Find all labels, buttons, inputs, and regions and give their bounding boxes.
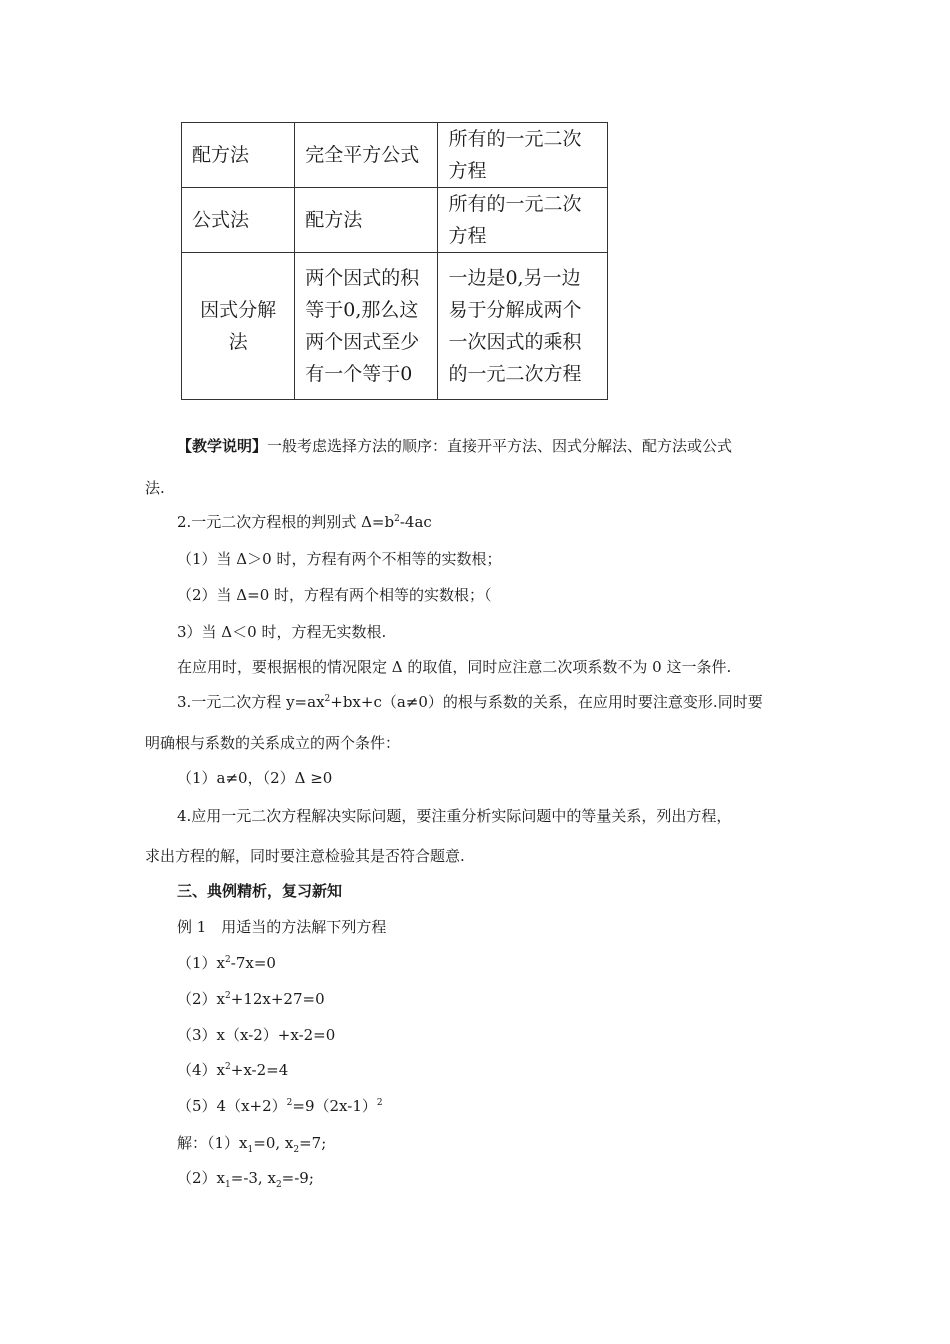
application-continued: 求出方程的解，同时要注意检验其是否符合题意.	[145, 847, 465, 865]
solution-1: 解：$(1)x_1=0$, $x_2=7$;	[177, 1134, 327, 1155]
roots-coefficients-item	[177, 692, 763, 712]
table-cell: 配方法	[295, 188, 438, 253]
teaching-note-continued: 法.	[145, 479, 165, 497]
item3-text: 3.一元二次方程 y=ax	[177, 693, 325, 711]
table-cell: 两个因式的积等于0,那么这两个因式至少有一个等于0	[295, 253, 438, 400]
equation-5: $(5)4(x+2)^2=9(2x-1)^2$	[177, 1097, 383, 1115]
discriminant-item	[177, 512, 432, 532]
equation-1: $(1)x^2-7x=0$	[177, 954, 276, 972]
case-3: 3）当 Δ＜0 时，方程无实数根.	[177, 623, 387, 641]
case-2: （2）当 Δ=0 时，方程有两个相等的实数根；（	[177, 586, 492, 604]
item3-text-end: +bx+c（a≠0）的根与系数的关系，在应用时要注意变形.同时要	[330, 693, 763, 711]
table-cell: 一边是0,另一边易于分解成两个一次因式的乘积的一元二次方程	[438, 253, 608, 400]
teaching-note	[177, 436, 732, 456]
teaching-note-text: 一般考虑选择方法的顺序：直接开平方法、因式分解法、配方法或公式	[267, 437, 733, 455]
table-row	[182, 123, 608, 188]
superscript: 2	[324, 694, 331, 704]
table-cell: 所有的一元二次方程	[438, 188, 608, 253]
table-cell: 完全平方公式	[295, 123, 438, 188]
discriminant-text: 2.一元二次方程根的判别式 Δ=b	[177, 513, 395, 531]
table-row	[182, 253, 608, 400]
conditions: （1）a≠0，（2）Δ ≥0	[177, 769, 333, 787]
methods-table	[181, 122, 608, 400]
apply-note: 在应用时，要根据根的情况限定 Δ 的取值，同时应注意二次项系数不为 0 这一条件.	[177, 658, 732, 676]
application-item: 4.应用一元二次方程解决实际问题，要注重分析实际问题中的等量关系，列出方程，	[177, 807, 732, 825]
case-1: （1）当 Δ＞0 时，方程有两个不相等的实数根；	[177, 550, 502, 568]
teaching-note-label: 【教学说明】	[177, 437, 268, 455]
table-cell: 所有的一元二次方程	[438, 123, 608, 188]
table-cell: 配方法	[182, 123, 295, 188]
roots-coefficients-continued: 明确根与系数的关系成立的两个条件：	[145, 734, 401, 752]
superscript: 2	[394, 514, 400, 524]
equation-2: $(2)x^2+12x+27=0$	[177, 990, 325, 1008]
section-heading: 三、典例精析，复习新知	[177, 882, 343, 900]
example-1: 例 1 用适当的方法解下列方程	[177, 918, 387, 936]
table-cell: 因式分解法	[182, 253, 295, 400]
table-row	[182, 188, 608, 253]
solution-2: $(2)x_1=-3$, $x_2=-9$;	[177, 1169, 314, 1190]
discriminant-text-end: -4ac	[399, 513, 432, 531]
equation-4: $(4)x^2+x-2=4$	[177, 1061, 289, 1079]
table-cell: 公式法	[182, 188, 295, 253]
equation-3: （3）x（x-2）+x-2=0	[177, 1026, 336, 1044]
